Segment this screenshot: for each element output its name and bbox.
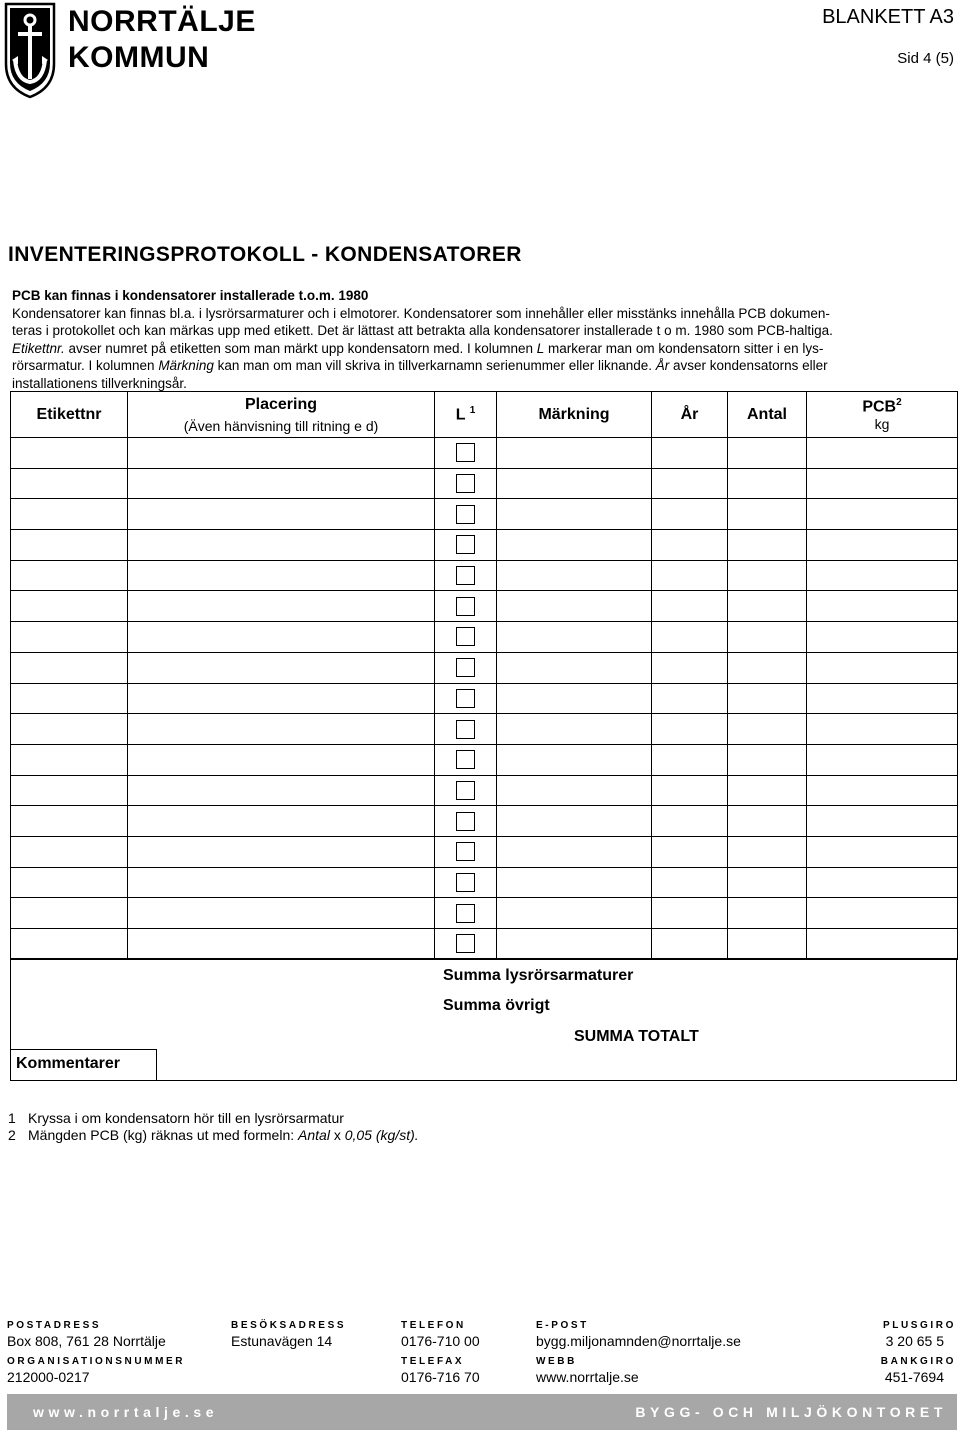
etikettnr-cell[interactable]	[11, 622, 128, 653]
l-cell[interactable]	[435, 898, 497, 929]
table-row	[11, 867, 958, 898]
table-row	[11, 499, 958, 530]
pcb-cell[interactable]	[807, 560, 958, 591]
document-title: INVENTERINGSPROTOKOLL - KONDENSATORER	[8, 243, 522, 266]
markning-cell[interactable]	[497, 836, 652, 867]
l-cell[interactable]	[435, 775, 497, 806]
placering-cell[interactable]	[128, 530, 435, 561]
markning-cell[interactable]	[497, 652, 652, 683]
sum-totalt-label: SUMMA TOTALT	[574, 1028, 699, 1045]
ar-cell[interactable]	[652, 468, 728, 499]
antal-cell[interactable]	[728, 560, 807, 591]
table-row	[11, 744, 958, 775]
footer-department: BYGG- OCH MILJÖKONTORET	[635, 1404, 947, 1420]
pcb-cell[interactable]	[807, 898, 958, 929]
placering-cell[interactable]	[128, 683, 435, 714]
table-row	[11, 836, 958, 867]
footnote-1: 1 Kryssa i om kondensatorn hör till en lysrörsarmatur	[8, 1110, 344, 1126]
lysror-checkbox[interactable]	[456, 904, 475, 923]
summary-section	[10, 958, 957, 1081]
ar-cell[interactable]	[652, 622, 728, 653]
l-cell[interactable]	[435, 622, 497, 653]
pcb-cell[interactable]	[807, 591, 958, 622]
inventory-table	[10, 391, 958, 960]
intro-line-3: teras i protokollet och kan märkas upp med etikett. Det är lättast att betrakta alla kondensatorer installerade t o m. 1980 som PCB-haltiga.	[12, 323, 833, 339]
pcb-cell[interactable]	[807, 867, 958, 898]
intro-line-2: Kondensatorer kan finnas bl.a. i lysrörsarmaturer och i elmotorer. Kondensatorer som innehåller eller misstänks innehålla PCB dokumen-	[12, 305, 830, 321]
table-header-row	[11, 392, 958, 438]
footnote-2: 2 Mängden PCB (kg) räknas ut med formeln: Antal x 0,05 (kg/st).	[8, 1127, 419, 1143]
table-row	[11, 560, 958, 591]
municipality-name-line1: NORRTÄLJE	[68, 5, 256, 38]
markning-cell[interactable]	[497, 530, 652, 561]
antal-cell[interactable]	[728, 836, 807, 867]
etikettnr-cell[interactable]	[11, 744, 128, 775]
antal-cell[interactable]	[728, 438, 807, 469]
placering-cell[interactable]	[128, 867, 435, 898]
ar-cell[interactable]	[652, 714, 728, 745]
l-cell[interactable]	[435, 806, 497, 837]
table-row	[11, 929, 958, 960]
lysror-checkbox[interactable]	[456, 597, 475, 616]
lysror-checkbox[interactable]	[456, 842, 475, 861]
l-cell[interactable]	[435, 591, 497, 622]
table-row	[11, 806, 958, 837]
besoksadress-label: BESÖKSADRESS	[231, 1320, 347, 1331]
markning-cell[interactable]	[497, 438, 652, 469]
pcb-cell[interactable]	[807, 836, 958, 867]
l-cell[interactable]	[435, 683, 497, 714]
divider	[156, 1049, 157, 1081]
antal-cell[interactable]	[728, 714, 807, 745]
intro-line-4: Etikettnr. avser numret på etiketten som man märkt upp kondensatorn med. I kolumnen L markerar man om kondensatorn sitter i en lys-	[12, 340, 824, 356]
sum-ovrigt-label: Summa övrigt	[443, 997, 550, 1014]
antal-cell[interactable]	[728, 683, 807, 714]
antal-cell[interactable]	[728, 867, 807, 898]
etikettnr-cell[interactable]	[11, 683, 128, 714]
epost-label: E-POST	[536, 1320, 589, 1331]
placering-cell[interactable]	[128, 806, 435, 837]
webb-label: WEBB	[536, 1356, 577, 1367]
lysror-checkbox[interactable]	[456, 535, 475, 554]
col-header-markning: Märkning	[497, 392, 652, 438]
bankgiro-label: BANKGIRO	[880, 1356, 956, 1367]
footer-website: www.norrtalje.se	[33, 1404, 219, 1420]
placering-cell[interactable]	[128, 836, 435, 867]
telefax-value: 0176-716 70	[401, 1369, 480, 1385]
antal-cell[interactable]	[728, 530, 807, 561]
l-cell[interactable]	[435, 929, 497, 960]
antal-cell[interactable]	[728, 591, 807, 622]
pcb-cell[interactable]	[807, 775, 958, 806]
etikettnr-cell[interactable]	[11, 499, 128, 530]
lysror-checkbox[interactable]	[456, 781, 475, 800]
ar-cell[interactable]	[652, 929, 728, 960]
ar-cell[interactable]	[652, 652, 728, 683]
lysror-checkbox[interactable]	[456, 566, 475, 585]
ar-cell[interactable]	[652, 499, 728, 530]
l-cell[interactable]	[435, 744, 497, 775]
page-number: Sid 4 (5)	[897, 50, 954, 67]
etikettnr-cell[interactable]	[11, 652, 128, 683]
col-header-antal: Antal	[728, 392, 807, 438]
pcb-cell[interactable]	[807, 530, 958, 561]
markning-cell[interactable]	[497, 775, 652, 806]
table-row	[11, 714, 958, 745]
lysror-checkbox[interactable]	[456, 443, 475, 462]
placering-cell[interactable]	[128, 775, 435, 806]
table-row	[11, 622, 958, 653]
lysror-checkbox[interactable]	[456, 689, 475, 708]
antal-cell[interactable]	[728, 652, 807, 683]
placering-cell[interactable]	[128, 438, 435, 469]
placering-cell[interactable]	[128, 622, 435, 653]
antal-cell[interactable]	[728, 775, 807, 806]
l-cell[interactable]	[435, 530, 497, 561]
etikettnr-cell[interactable]	[11, 775, 128, 806]
lysror-checkbox[interactable]	[456, 658, 475, 677]
municipality-name-line2: KOMMUN	[68, 41, 210, 74]
col-header-pcb: PCB$^2$ kg	[807, 392, 958, 438]
antal-cell[interactable]	[728, 929, 807, 960]
ar-cell[interactable]	[652, 898, 728, 929]
orgnr-label: ORGANISATIONSNUMMER	[7, 1356, 186, 1367]
placering-cell[interactable]	[128, 591, 435, 622]
placering-cell[interactable]	[128, 499, 435, 530]
ar-cell[interactable]	[652, 530, 728, 561]
l-cell[interactable]	[435, 468, 497, 499]
markning-cell[interactable]	[497, 622, 652, 653]
ar-cell[interactable]	[652, 806, 728, 837]
markning-cell[interactable]	[497, 867, 652, 898]
norrtalje-coat-of-arms-icon	[4, 2, 56, 99]
pcb-cell[interactable]	[807, 622, 958, 653]
bankgiro-value: 451-7694	[884, 1369, 944, 1385]
lysror-checkbox[interactable]	[456, 505, 475, 524]
kommentarer-label: Kommentarer	[16, 1055, 121, 1072]
l-cell[interactable]	[435, 867, 497, 898]
plusgiro-label: PLUSGIRO	[882, 1320, 956, 1331]
etikettnr-cell[interactable]	[11, 530, 128, 561]
plusgiro-value: 3 20 65 5	[885, 1333, 944, 1349]
antal-cell[interactable]	[728, 744, 807, 775]
telefax-label: TELEFAX	[401, 1356, 465, 1367]
placering-cell[interactable]	[128, 898, 435, 929]
form-id: BLANKETT A3	[822, 6, 954, 28]
table-row	[11, 468, 958, 499]
epost-value: bygg.miljonamnden@norrtalje.se	[536, 1333, 741, 1349]
antal-cell[interactable]	[728, 622, 807, 653]
pcb-cell[interactable]	[807, 744, 958, 775]
placering-cell[interactable]	[128, 714, 435, 745]
ar-cell[interactable]	[652, 438, 728, 469]
l-cell[interactable]	[435, 499, 497, 530]
table-row	[11, 591, 958, 622]
placering-cell[interactable]	[128, 652, 435, 683]
ar-cell[interactable]	[652, 775, 728, 806]
ar-cell[interactable]	[652, 560, 728, 591]
intro-line-6: installationens tillverkningsår.	[12, 375, 187, 391]
pcb-cell[interactable]	[807, 652, 958, 683]
antal-cell[interactable]	[728, 499, 807, 530]
lysror-checkbox[interactable]	[456, 812, 475, 831]
pcb-cell[interactable]	[807, 499, 958, 530]
etikettnr-cell[interactable]	[11, 591, 128, 622]
divider	[11, 1049, 156, 1050]
etikettnr-cell[interactable]	[11, 867, 128, 898]
pcb-cell[interactable]	[807, 683, 958, 714]
pcb-cell[interactable]	[807, 438, 958, 469]
markning-cell[interactable]	[497, 591, 652, 622]
antal-cell[interactable]	[728, 468, 807, 499]
ar-cell[interactable]	[652, 744, 728, 775]
table-row	[11, 652, 958, 683]
postadress-value: Box 808, 761 28 Norrtälje	[7, 1333, 166, 1349]
markning-cell[interactable]	[497, 929, 652, 960]
antal-cell[interactable]	[728, 898, 807, 929]
markning-cell[interactable]	[497, 499, 652, 530]
table-row	[11, 898, 958, 929]
intro-text	[12, 287, 952, 393]
markning-cell[interactable]	[497, 806, 652, 837]
placering-cell[interactable]	[128, 468, 435, 499]
lysror-checkbox[interactable]	[456, 720, 475, 739]
markning-cell[interactable]	[497, 714, 652, 745]
ar-cell[interactable]	[652, 867, 728, 898]
col-header-placering: Placering (Även hänvisning till ritning e d)	[128, 392, 435, 438]
pcb-cell[interactable]	[807, 468, 958, 499]
ar-cell[interactable]	[652, 836, 728, 867]
postadress-label: POSTADRESS	[7, 1320, 102, 1331]
intro-line-5: rörsarmatur. I kolumnen Märkning kan man om man vill skriva in tillverkarnamn serienummer eller liknande. År avser kondensatorns eller	[12, 358, 828, 374]
l-cell[interactable]	[435, 714, 497, 745]
etikettnr-cell[interactable]	[11, 836, 128, 867]
etikettnr-cell[interactable]	[11, 898, 128, 929]
antal-cell[interactable]	[728, 806, 807, 837]
webb-value: www.norrtalje.se	[536, 1369, 639, 1385]
col-header-etikettnr: Etikettnr	[11, 392, 128, 438]
etikettnr-cell[interactable]	[11, 929, 128, 960]
l-cell[interactable]	[435, 438, 497, 469]
lysror-checkbox[interactable]	[456, 873, 475, 892]
table-row	[11, 775, 958, 806]
telefon-value: 0176-710 00	[401, 1333, 480, 1349]
placering-cell[interactable]	[128, 744, 435, 775]
sum-lysrorsarmaturer-label: Summa lysrörsarmaturer	[443, 967, 634, 984]
orgnr-value: 212000-0217	[7, 1369, 90, 1385]
lysror-checkbox[interactable]	[456, 934, 475, 953]
lysror-checkbox[interactable]	[456, 627, 475, 646]
l-cell[interactable]	[435, 560, 497, 591]
besoksadress-value: Estunavägen 14	[231, 1333, 333, 1349]
etikettnr-cell[interactable]	[11, 468, 128, 499]
table-row	[11, 683, 958, 714]
col-header-l: L $^1$	[435, 392, 497, 438]
table-row	[11, 438, 958, 469]
markning-cell[interactable]	[497, 683, 652, 714]
telefon-label: TELEFON	[401, 1320, 466, 1331]
etikettnr-cell[interactable]	[11, 714, 128, 745]
etikettnr-cell[interactable]	[11, 560, 128, 591]
pcb-cell[interactable]	[807, 806, 958, 837]
etikettnr-cell[interactable]	[11, 438, 128, 469]
municipality-name	[68, 4, 256, 76]
markning-cell[interactable]	[497, 744, 652, 775]
pcb-cell[interactable]	[807, 929, 958, 960]
intro-line-1: PCB kan finnas i kondensatorer installerade t.o.m. 1980	[12, 288, 369, 303]
pcb-cell[interactable]	[807, 714, 958, 745]
markning-cell[interactable]	[497, 468, 652, 499]
col-header-ar: År	[652, 392, 728, 438]
markning-cell[interactable]	[497, 560, 652, 591]
lysror-checkbox[interactable]	[456, 474, 475, 493]
lysror-checkbox[interactable]	[456, 750, 475, 769]
l-cell[interactable]	[435, 652, 497, 683]
placering-cell[interactable]	[128, 560, 435, 591]
placering-cell[interactable]	[128, 929, 435, 960]
ar-cell[interactable]	[652, 683, 728, 714]
etikettnr-cell[interactable]	[11, 806, 128, 837]
footer-band	[7, 1394, 957, 1430]
l-cell[interactable]	[435, 836, 497, 867]
ar-cell[interactable]	[652, 591, 728, 622]
markning-cell[interactable]	[497, 898, 652, 929]
table-row	[11, 530, 958, 561]
